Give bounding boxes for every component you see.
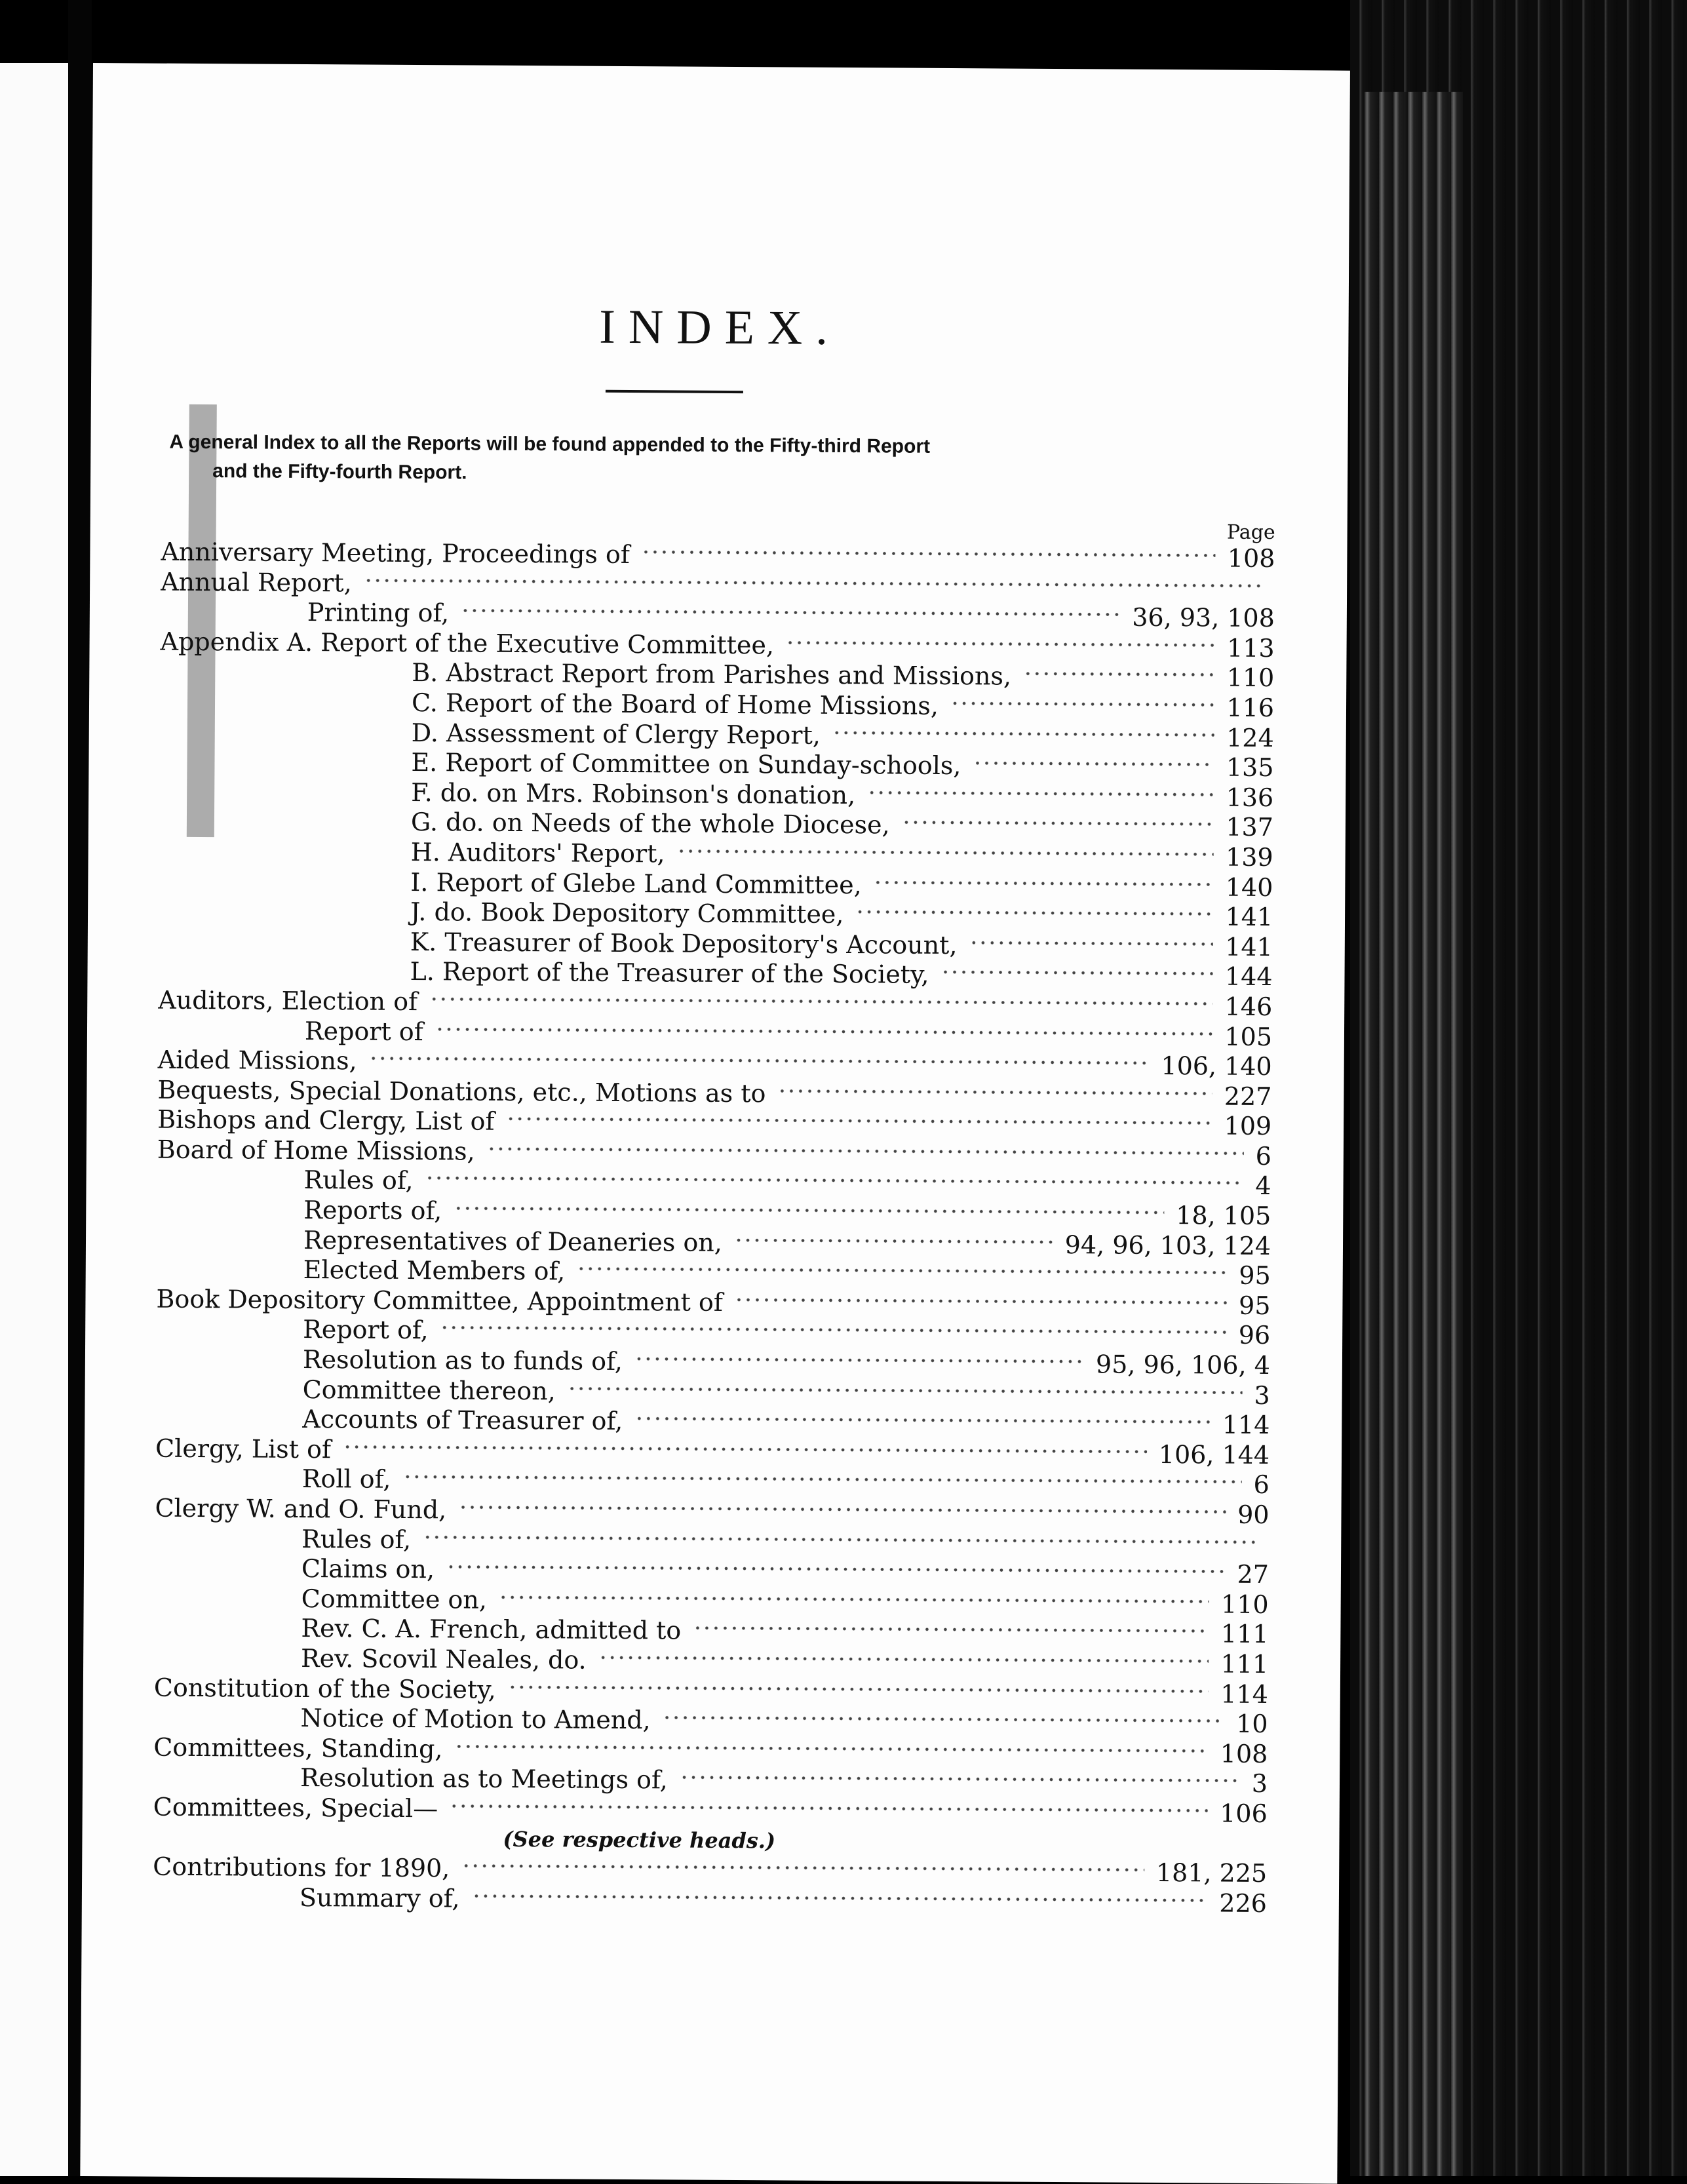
index-entry-label: (See respective heads.) — [503, 1824, 775, 1856]
dot-leader — [461, 1863, 1144, 1873]
dot-leader — [634, 1416, 1210, 1424]
index-entry-pages: 27 — [1231, 1560, 1269, 1590]
index-entry-pages: 114 — [1215, 1679, 1268, 1709]
index-entry-label: Contributions for 1890, — [153, 1852, 450, 1884]
index-entry-label: Representatives of Deaneries on, — [303, 1226, 722, 1258]
dot-leader — [950, 701, 1214, 707]
index-entry-pages: 10 — [1231, 1709, 1268, 1740]
index-entry-pages: 110 — [1222, 663, 1275, 693]
index-entry-pages: 4 — [1250, 1171, 1271, 1201]
index-entry-label: Claims on, — [301, 1554, 435, 1585]
dot-leader — [568, 1386, 1243, 1395]
dot-leader — [403, 1474, 1242, 1485]
dot-leader — [641, 549, 1215, 558]
index-entry-label: C. Report of the Board of Home Missions, — [412, 688, 939, 722]
dot-leader — [677, 848, 1214, 857]
index-entry-label: Bishops and Clergy, List of — [157, 1105, 495, 1137]
dot-leader — [941, 969, 1213, 977]
index-entry-label: Anniversary Meeting, Proceedings of — [161, 537, 630, 570]
index-entry-pages: 95 — [1233, 1261, 1271, 1291]
index-entry-pages: 6 — [1251, 1142, 1271, 1172]
index-entry-label: K. Treasurer of Book Depository's Account, — [410, 927, 958, 961]
index-entry-label: G. do. on Needs of the whole Diocese, — [411, 808, 890, 840]
index-entry-label: Bequests, Special Donations, etc., Motions as to — [157, 1075, 766, 1108]
index-entry-label: Accounts of Treasurer of, — [302, 1405, 623, 1437]
dot-leader — [902, 820, 1214, 827]
dot-leader — [867, 790, 1214, 797]
dot-leader — [499, 1595, 1209, 1605]
index-entry-pages: 141 — [1220, 932, 1273, 962]
dot-leader — [1023, 671, 1214, 678]
intro-line-2: and the Fifty-fourth Report. — [169, 457, 1192, 492]
dot-leader — [663, 1715, 1225, 1724]
dot-leader — [343, 1444, 1147, 1454]
index-entry-pages: 181, 225 — [1151, 1858, 1267, 1889]
dot-leader — [454, 1744, 1208, 1753]
index-entry-label: Clergy W. and O. Fund, — [155, 1494, 446, 1525]
intro-line-1: A general Index to all the Reports will be found appended to the Fifty-third Report — [169, 428, 1192, 463]
dot-leader — [855, 909, 1213, 916]
index-entry-pages: 113 — [1222, 633, 1275, 663]
index-entry-label: Printing of, — [307, 598, 450, 629]
dot-leader — [435, 1026, 1212, 1036]
index-entry-label: L. Report of the Treasurer of the Society, — [410, 957, 929, 990]
dot-leader — [364, 577, 1263, 588]
index-entry-label: Elected Members of, — [303, 1255, 566, 1287]
dot-leader — [487, 1146, 1244, 1156]
dot-leader — [734, 1297, 1227, 1306]
index-entry-label: Report of, — [303, 1315, 429, 1346]
index-entry-pages: 111 — [1216, 1620, 1269, 1650]
index-entry-label: Rules of, — [303, 1165, 413, 1196]
index-entry-pages: 140 — [1220, 872, 1273, 903]
index-entry-pages: 6 — [1248, 1470, 1269, 1500]
dot-leader — [459, 1504, 1226, 1514]
index-entry-label: Committee on, — [301, 1584, 487, 1615]
index-entry-label: Rules of, — [301, 1525, 411, 1555]
index-entry-pages: 137 — [1220, 813, 1273, 843]
index-entry-pages: 111 — [1215, 1649, 1268, 1679]
index-entry-label: Rev. C. A. French, admitted to — [301, 1614, 681, 1646]
index-entry-label: Board of Home Missions, — [157, 1135, 475, 1167]
index-entry-label: H. Auditors' Report, — [411, 838, 665, 869]
dot-leader — [440, 1325, 1227, 1335]
dot-leader — [634, 1356, 1084, 1364]
index-entry-label: Committees, Standing, — [153, 1732, 442, 1764]
dot-leader — [680, 1775, 1240, 1784]
index-entry-pages: 146 — [1220, 992, 1273, 1022]
dot-leader — [973, 760, 1214, 767]
index-entry-label: Constitution of the Society, — [154, 1673, 496, 1705]
index-entry-label: F. do. on Mrs. Robinson's donation, — [411, 778, 855, 811]
page-column-header: Page — [1118, 520, 1275, 544]
index-entry-label: Clergy, List of — [155, 1433, 331, 1464]
index-entry-label: B. Abstract Report from Parishes and Missions, — [412, 658, 1011, 692]
dot-leader — [450, 1803, 1208, 1813]
index-entry-label: Book Depository Committee, Appointment of — [156, 1284, 723, 1317]
dot-leader — [873, 880, 1213, 887]
index-entry-label: Rev. Scovil Neales, do. — [301, 1644, 587, 1675]
index-entry-label: Committee thereon, — [303, 1375, 556, 1407]
dot-leader — [577, 1266, 1228, 1276]
index-entries — [153, 537, 1275, 1919]
index-entry-label: Annual Report, — [161, 567, 352, 598]
index-entry-pages: 3 — [1247, 1769, 1268, 1799]
index-entry-label: Reports of, — [303, 1196, 442, 1226]
index-entry-pages: 106 — [1214, 1799, 1268, 1829]
index-entry-pages: 95, 96, 106, 4 — [1091, 1350, 1270, 1380]
dot-leader — [786, 640, 1215, 648]
index-entry-pages: 116 — [1221, 693, 1274, 724]
index-entry-pages: 36, 93, 108 — [1127, 603, 1275, 634]
index-entry-pages: 139 — [1220, 842, 1273, 872]
dot-leader — [461, 608, 1120, 617]
index-entry-label: Resolution as to Meetings of, — [300, 1763, 668, 1795]
index-entry-pages: 106, 140 — [1155, 1051, 1271, 1082]
index-entry-pages: 18, 105 — [1171, 1201, 1271, 1232]
index-entry-label: Appendix A. Report of the Executive Committee, — [160, 627, 774, 660]
index-entry-pages: 96 — [1233, 1321, 1271, 1351]
index-entry-label: Aided Missions, — [158, 1045, 357, 1076]
index-entry-pages: 105 — [1219, 1022, 1272, 1052]
dot-leader — [423, 1534, 1257, 1545]
dot-leader — [969, 940, 1213, 946]
index-entry-pages: 94, 96, 103, 124 — [1060, 1230, 1271, 1262]
index-entry-pages: 95 — [1233, 1291, 1271, 1321]
index-entry-pages: 110 — [1216, 1589, 1269, 1620]
index-entry-pages: 109 — [1218, 1112, 1271, 1142]
dot-leader — [454, 1205, 1164, 1215]
dot-leader — [693, 1626, 1209, 1634]
dot-leader — [832, 730, 1214, 737]
dot-leader — [472, 1893, 1207, 1903]
index-page — [80, 63, 1350, 2184]
index-entry-label: Roll of, — [302, 1464, 391, 1494]
index-entry-label: Committees, Special— — [153, 1793, 438, 1824]
dot-leader — [508, 1684, 1209, 1694]
dot-leader — [598, 1655, 1209, 1664]
index-entry-label: J. do. Book Depository Committee, — [410, 897, 844, 930]
index-entry-pages: 108 — [1222, 544, 1275, 574]
index-entry-pages: 90 — [1232, 1500, 1270, 1531]
index-entry-label: Resolution as to funds of, — [303, 1345, 623, 1377]
facing-page-edge — [0, 63, 68, 2176]
dot-leader — [506, 1116, 1212, 1126]
index-entry-pages: 144 — [1220, 962, 1273, 992]
index-entry-pages: 226 — [1214, 1888, 1267, 1919]
intro-note — [169, 428, 1192, 492]
dot-leader — [446, 1565, 1226, 1574]
dot-leader — [429, 996, 1212, 1006]
dot-leader — [425, 1176, 1244, 1186]
dot-leader — [369, 1056, 1150, 1066]
index-entry-label: Report of — [305, 1017, 423, 1047]
index-entry — [153, 1882, 1267, 1919]
index-entry-pages: 108 — [1215, 1739, 1268, 1769]
index-entry-label: Notice of Motion to Amend, — [300, 1704, 650, 1736]
index-entry-pages: 136 — [1221, 783, 1274, 813]
index-entry-label: I. Report of Glebe Land Committee, — [410, 868, 862, 901]
index-entry-label: Auditors, Election of — [158, 986, 417, 1017]
index-entry-label: Summary of, — [300, 1883, 460, 1914]
index-entry-label: D. Assessment of Clergy Report, — [412, 718, 821, 751]
index-entry-pages: 141 — [1220, 903, 1273, 933]
index-entry-pages: 227 — [1219, 1082, 1272, 1112]
title-rule — [606, 390, 743, 393]
spine-page-edges — [1365, 92, 1463, 2176]
dot-leader — [777, 1088, 1212, 1096]
page-title: INDEX. — [91, 296, 1348, 360]
index-entry-pages: 124 — [1221, 723, 1274, 753]
index-entry-pages: 3 — [1249, 1380, 1270, 1411]
dot-leader — [734, 1238, 1053, 1245]
index-entry-label: E. Report of Committee on Sunday-schools, — [411, 748, 961, 781]
index-entry-pages: 106, 144 — [1154, 1440, 1270, 1471]
index-entry-pages: 135 — [1221, 753, 1274, 783]
index-entry-pages: 114 — [1217, 1411, 1270, 1441]
